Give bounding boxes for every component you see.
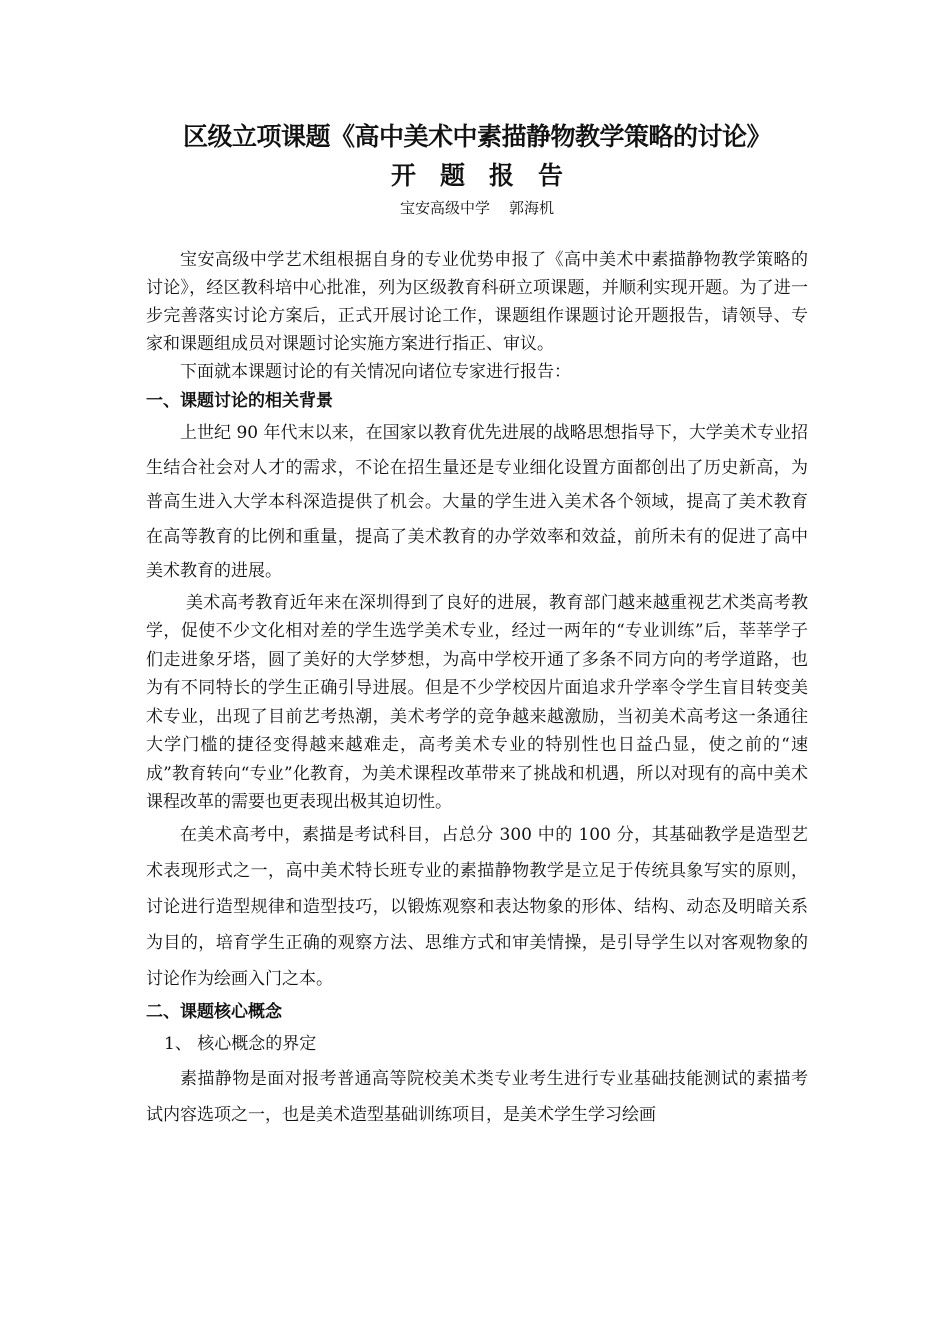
section-heading-core-concept: 二、课题核心概念 [146, 1001, 282, 1022]
paragraph-background-2: 美术高考教育近年来在深圳得到了良好的进展，教育部门越来越重视艺术类高考教学，促使不少文化相对差的学生选学美术专业，经过一两年的“专业训练”后，莘莘学子们走进象牙塔，圆了美好的大学梦想，为高中学校开通了多条不同方向的考学道路，也为有不同特长的学生正确引导进展。但是不少学校因片面追求升学率令学生盲目转变美术专业，出现了目前艺考热潮，美术考学的竞争越来越激励，当初美术高考这一条通往大学门槛的捷径变得越来越难走，高考美术专业的特别性也日益凸显，使之前的“速成”教育转向“专业”化教育，为美术课程改革带来了挑战和机遇，所以对现有的高中美术课程改革的需要也更表现出极其迫切性。 [146, 592, 808, 812]
paragraph-lead: 下面就本课题讨论的有关情况向诸位专家进行报告： [180, 362, 571, 382]
document-page [146, 118, 808, 1133]
paragraph-background-3: 在美术高考中，素描是考试科目，占总分 300 中的 100 分，其基础教学是造型艺术表现形式之一，高中美术特长班专业的素描静物教学是立足于传统具象写实的原则，讨论进行造型规律和造型技巧，以锻炼观察和表达物象的形体、结构、动态及明暗关系为目的，培育学生正确的观察方法、思维方式和审美情操，是引导学生以对客观物象的讨论作为绘画入门之本。 [146, 824, 808, 989]
section-heading-background: 一、课题讨论的相关背景 [146, 391, 333, 411]
subheading-concept-definition: 1、 核心概念的界定 [164, 1033, 317, 1054]
document-title: 区级立项课题《高中美术中素描静物教学策略的讨论》 [182, 122, 771, 151]
document-author: 宝安高级中学 郭海机 [399, 199, 555, 217]
document-subtitle: 开题报告 [390, 161, 587, 190]
paragraph-background-1: 上世纪 90 年代末以来，在国家以教育优先进展的战略思想指导下，大学美术专业招生结合社会对人才的需求，不论在招生量还是专业细化设置方面都创出了历史新高，为普高生进入大学本科深造提供了机会。大量的学生进入美术各个领域，提高了美术教育在高等教育的比例和重量，提高了美术教育的办学效率和效益，前所未有的促进了高中美术教育的进展。 [146, 423, 808, 581]
paragraph-intro: 宝安高级中学艺术组根据自身的专业优势申报了《高中美术中素描静物教学策略的讨论》，经区教科培中心批准，列为区级教育科研立项课题，并顺利实现开题。为了进一步完善落实讨论方案后，正式开展讨论工作，课题组作课题讨论开题报告，请领导、专家和课题组成员对课题讨论实施方案进行指正、审议。 [146, 250, 808, 354]
paragraph-concept-1: 素描静物是面对报考普通高等院校美术类专业考生进行专业基础技能测试的素描考试内容选项之一，也是美术造型基础训练项目，是美术学生学习绘画 [146, 1068, 808, 1125]
